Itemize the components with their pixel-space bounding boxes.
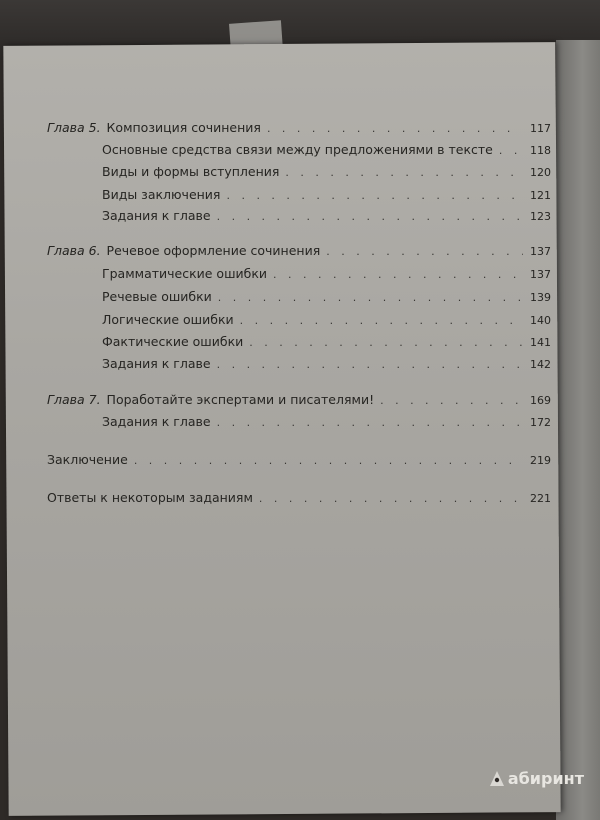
chapter-label: Глава 5.: [47, 120, 101, 135]
labirint-logo-icon: [488, 770, 506, 788]
leader-dots: [259, 492, 523, 505]
item-title: Задания к главе: [102, 356, 211, 371]
toc-chapter-7: [47, 392, 551, 407]
leader-dots: [217, 416, 523, 429]
item-title: Основные средства связи между предложениями в тексте: [102, 142, 493, 157]
toc-item: [102, 142, 551, 157]
toc-conclusion: [47, 452, 551, 467]
conclusion-title: Заключение: [47, 452, 128, 467]
toc-item: [102, 187, 551, 202]
toc-item: [102, 356, 551, 371]
page-number: 142: [530, 358, 551, 371]
chapter-title: Речевое оформление сочинения: [106, 243, 321, 258]
item-title: Виды заключения: [102, 187, 221, 202]
page-number: 139: [530, 291, 551, 304]
toc-item: [102, 266, 551, 281]
toc-chapter-6: [47, 243, 551, 258]
leader-dots: [499, 144, 523, 157]
page-number: 121: [530, 189, 551, 202]
item-title: Грамматические ошибки: [102, 266, 268, 281]
page-number: 221: [530, 492, 551, 505]
leader-dots: [273, 268, 523, 281]
leader-dots: [380, 394, 523, 407]
toc-chapter-5: [47, 120, 551, 135]
item-title: Виды и формы вступления: [102, 164, 280, 179]
leader-dots: [218, 291, 523, 304]
leader-dots: [249, 336, 523, 349]
toc-item: [102, 164, 551, 179]
leader-dots: [267, 122, 523, 135]
watermark-text: абиринт: [507, 769, 584, 788]
page-number: 140: [530, 314, 551, 327]
leader-dots: [326, 245, 523, 258]
page-number: 141: [530, 336, 551, 349]
answers-title: Ответы к некоторым заданиям: [47, 490, 253, 505]
leader-dots: [285, 166, 523, 179]
chapter-label: Глава 7.: [47, 392, 101, 407]
toc-answers: [47, 490, 551, 505]
page-number: 137: [530, 268, 551, 281]
page-number: 169: [530, 394, 551, 407]
item-title: Речевые ошибки: [102, 289, 212, 304]
watermark-logo: [488, 769, 584, 788]
page-number: 118: [530, 144, 551, 157]
toc-item: [102, 334, 551, 349]
item-title: Задания к главе: [102, 414, 211, 429]
toc-item: [102, 208, 551, 223]
leader-dots: [240, 314, 523, 327]
toc-item: [102, 289, 551, 304]
item-title: Фактические ошибки: [102, 334, 244, 349]
leader-dots: [217, 358, 523, 371]
toc-item: [102, 414, 551, 429]
chapter-label: Глава 6.: [47, 243, 101, 258]
toc-item: [102, 312, 551, 327]
page-number: 120: [530, 166, 551, 179]
page-number: 137: [530, 245, 551, 258]
leader-dots: [226, 189, 523, 202]
chapter-title: Поработайте экспертами и писателями!: [106, 392, 375, 407]
item-title: Логические ошибки: [102, 312, 234, 327]
page-number: 172: [530, 416, 551, 429]
leader-dots: [217, 210, 523, 223]
chapter-title: Композиция сочинения: [106, 120, 261, 135]
page-number: 219: [530, 454, 551, 467]
item-title: Задания к главе: [102, 208, 211, 223]
page-number: 123: [530, 210, 551, 223]
leader-dots: [134, 454, 523, 467]
page-number: 117: [530, 122, 551, 135]
